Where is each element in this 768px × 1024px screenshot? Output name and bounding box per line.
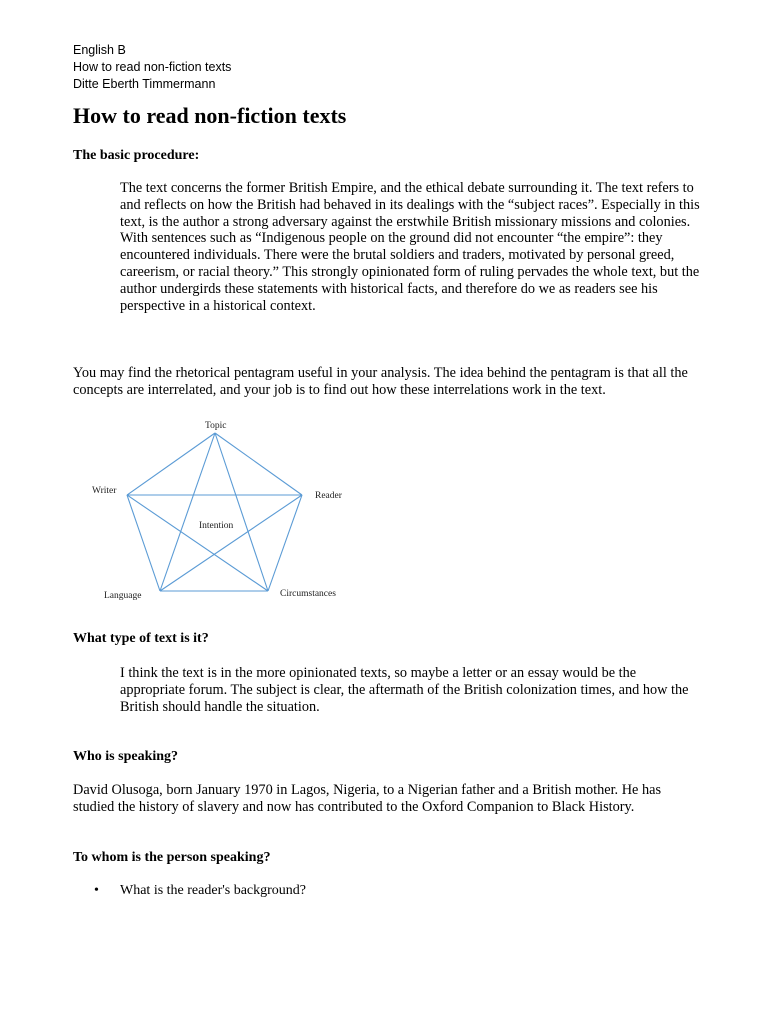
label-writer: Writer	[92, 486, 117, 496]
label-circumstances: Circumstances	[280, 589, 336, 599]
document-title: How to read non-fiction texts	[73, 103, 347, 128]
pentagon-edge	[215, 433, 302, 495]
label-topic: Topic	[205, 421, 227, 431]
header-subject: How to read non-fiction texts	[73, 60, 232, 74]
heading-speaker: Who is speaking?	[73, 749, 179, 764]
bullet-list-item	[94, 883, 306, 899]
header-author: Ditte Eberth Timmermann	[73, 77, 216, 91]
rhetorical-pentagram-diagram	[70, 415, 370, 610]
heading-basic-procedure: The basic procedure:	[73, 148, 200, 163]
pentagon-edge	[268, 495, 302, 591]
paragraph-speaker: David Olusoga, born January 1970 in Lagos, Nigeria, to a Nigerian father and a British mother. He has studied the history of slavery and now has contributed to the Oxford Companion to Black History.	[73, 782, 662, 815]
star-line	[160, 495, 302, 591]
label-language: Language	[104, 591, 142, 601]
pentagram-lines	[127, 433, 302, 591]
star-line	[160, 433, 215, 591]
header-course: English B	[73, 43, 126, 57]
pentagon-edge	[127, 495, 160, 591]
pentagon-edge	[127, 433, 215, 495]
label-intention: Intention	[199, 521, 234, 531]
label-reader: Reader	[315, 491, 342, 501]
star-line	[215, 433, 268, 591]
paragraph-pentagram-intro: You may find the rhetorical pentagram useful in your analysis. The idea behind the pentagram is that all the concepts are interrelated, and your job is to find out how these interrelations work in the text.	[73, 365, 688, 398]
star-line	[127, 495, 268, 591]
paragraph-basic-procedure: The text concerns the former British Empire, and the ethical debate surrounding it. The text refers to and reflects on how the British had behaved in its dealings with the “subject races”. Especially in this text, is the author a strong adversary against the erstwhile British missionary missions and colonies. With sentences such as “Indigenous people on the ground did not encounter “the empire”: they encountered individuals. There were the brutal soldiers and traders, motivated by personal greed, careerism, or racial theory.” This strongly opinionated form of ruling pervades the whole text, but the author undergirds these statements with historical facts, and therefore do we as readers see his perspective in a historical context.	[120, 180, 700, 314]
bullet-dot-icon: •	[94, 883, 99, 898]
heading-text-type: What type of text is it?	[73, 631, 209, 646]
bullet-text: What is the reader's background?	[120, 883, 306, 898]
heading-audience: To whom is the person speaking?	[73, 850, 271, 865]
paragraph-text-type: I think the text is in the more opinionated texts, so maybe a letter or an essay would be the appropriate forum. The subject is clear, the aftermath of the British colonization times, and how the British should handle the situation.	[120, 665, 689, 715]
